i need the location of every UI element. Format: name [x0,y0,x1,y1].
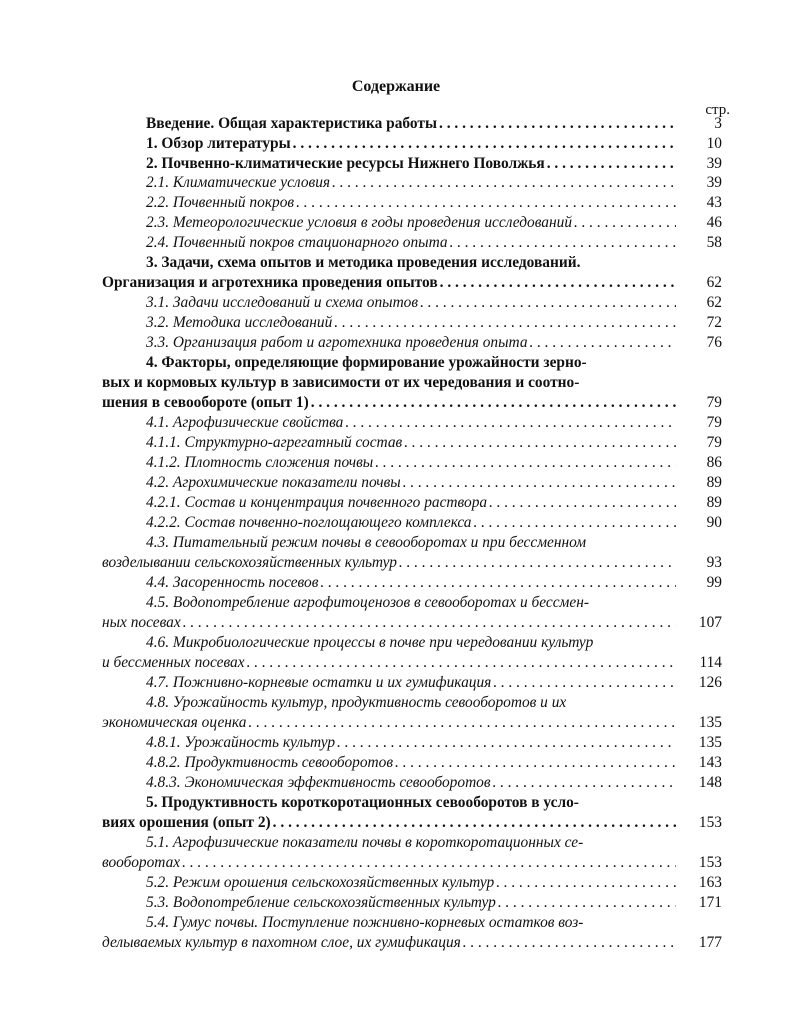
dot-leader [496,873,676,893]
toc-entry-title: возделывании сельскохозяйственных культур [102,554,397,571]
dot-leader [530,333,676,353]
toc-entry[interactable] [146,213,678,233]
toc-entry-title: 4.8.2. Продуктивность севооборотов [146,754,394,771]
toc-entry[interactable] [146,154,678,174]
toc-page-number: 86 [706,454,722,471]
toc-entry[interactable] [102,273,678,293]
toc-page-number: 89 [706,494,722,511]
dot-leader [574,213,676,233]
toc-entry-title: 3.1. Задачи исследований и схема опытов [146,294,419,311]
toc-entry-title: 2.3. Метеорологические условия в годы проведения исследований [146,214,573,231]
toc-entry-title: 2.4. Почвенный покров стационарного опыта [146,234,448,251]
toc-entry-title: 4.8.1. Урожайность культур [146,734,336,751]
toc-entry-line: 5. Продуктивность короткоротационных севооборотов в усло- [146,794,579,811]
dot-leader [345,413,676,433]
toc-entry-title: 3.2. Методика исследований [146,314,333,331]
toc-entry[interactable] [146,114,678,134]
toc-page-number: 148 [698,774,722,791]
dot-leader [493,773,676,793]
toc-page-number: 43 [706,194,722,211]
toc-page-number: 89 [706,474,722,491]
toc-page-number: 62 [706,274,722,291]
toc-entry[interactable] [146,573,678,593]
toc-entry-title: 5.2. Режим орошения сельскохозяйственных культур [146,874,495,891]
dot-leader [399,553,676,573]
dot-leader [489,493,676,513]
toc-entry-title: 4.8.3. Экономическая эффективность севооборотов [146,774,491,791]
toc-entry-line: 4.5. Водопотребление агрофитоценозов в севооборотах и бессмен- [146,594,589,611]
dot-leader [395,753,676,773]
toc-entry-title: Введение. Общая характеристика работы [146,115,437,132]
toc-entry-title: 4.1. Агрофизические свойства [146,414,344,431]
toc-page-number: 99 [706,574,722,591]
toc-page-number: 135 [698,714,722,731]
toc-entry-title: Организация и агротехника проведения опытов [102,274,438,291]
toc-page-number: 93 [706,554,722,571]
toc-entry-title: 4.4. Засоренность посевов [146,574,319,591]
dot-leader [248,713,676,733]
dot-leader [293,134,676,154]
toc-entry-title: 4.2.2. Состав почвенно-поглощающего комплекса [146,514,472,531]
toc-entry-line: 5.4. Гумус почвы. Поступление пожнивно-корневых остатков воз- [146,914,584,931]
dot-leader [420,293,676,313]
toc-page-number: 153 [698,814,722,831]
dot-leader [493,673,676,693]
toc-entry[interactable] [146,173,678,193]
dot-leader [183,613,676,633]
dot-leader [404,433,676,453]
toc-entry[interactable] [102,393,678,413]
toc-entry[interactable] [146,433,678,453]
page-column-header: стр. [705,102,730,118]
toc-page-number: 62 [706,294,722,311]
dot-leader [311,393,676,413]
toc-page-number: 126 [698,674,722,691]
toc-entry[interactable] [102,613,678,633]
toc-entry-title: 1. Обзор литературы [146,135,291,152]
toc-entry[interactable] [102,813,678,833]
toc-entry[interactable] [102,933,678,953]
toc-entry-title: 5.3. Водопотребление сельскохозяйственных культур [146,894,496,911]
toc-entry-title: виях орошения (опыт 2) [102,814,271,831]
dot-leader [375,453,676,473]
toc-page-number: 79 [706,394,722,411]
toc-entry[interactable] [146,233,678,253]
toc-page-number: 107 [698,614,722,631]
toc-entry-line: 5.1. Агрофизические показатели почвы в короткоротационных се- [146,834,584,851]
toc-entry-title: шения в севообороте (опыт 1) [102,394,309,411]
toc-entry-title: ных посевах [102,614,181,631]
toc-page-number: 3 [714,115,722,132]
toc-entry-title: 2. Почвенно-климатические ресурсы Нижнего Поволжья [146,155,545,172]
toc-page-number: 72 [706,314,722,331]
toc-entry[interactable] [146,733,678,753]
toc-entry[interactable] [146,134,678,154]
dot-leader [273,813,676,833]
toc-entry[interactable] [146,473,678,493]
toc-entry[interactable] [146,753,678,773]
dot-leader [337,733,676,753]
dot-leader [182,853,676,873]
toc-entry[interactable] [146,513,678,533]
toc-entry-title: делываемых культур в пахотном слое, их гумификация [102,934,461,951]
toc-entry[interactable] [102,653,678,673]
dot-leader [320,573,676,593]
toc-entry-title: 4.1.2. Плотность сложения почвы [146,454,374,471]
toc-page-number: 39 [706,155,722,172]
toc-entry[interactable] [146,333,678,353]
toc-entry[interactable] [146,493,678,513]
dot-leader [463,933,676,953]
toc-entry-title: 3.3. Организация работ и агротехника проведения опыта [146,334,528,351]
toc-entry-title: 4.2.1. Состав и концентрация почвенного раствора [146,494,488,511]
toc-entry-title: экономическая оценка [102,714,247,731]
dot-leader [403,473,676,493]
toc-page-number: 76 [706,334,722,351]
toc-page-number: 143 [698,754,722,771]
dot-leader [450,233,676,253]
toc-page-number: 79 [706,434,722,451]
dot-leader [439,114,676,134]
toc-entry-line: 4. Факторы, определяющие формирование урожайности зерно- [146,354,587,371]
toc-page-number: 39 [706,174,722,191]
toc-entry[interactable] [146,673,678,693]
toc-entry-title: 4.2. Агрохимические показатели почвы [146,474,401,491]
toc-entry[interactable] [146,313,678,333]
toc-page-number: 58 [706,234,722,251]
toc-entry[interactable] [102,713,678,733]
toc-entry-title: вооборотах [102,854,181,871]
dot-leader [547,154,676,174]
toc-entry-title: 2.2. Почвенный покров [146,194,295,211]
toc-entry[interactable] [146,293,678,313]
dot-leader [247,653,676,673]
toc-page-number: 171 [698,894,722,911]
toc-page-number: 177 [698,934,722,951]
toc-entry[interactable] [146,873,678,893]
toc-entry-line: вых и кормовых культур в зависимости от их чередования и соотно- [102,374,580,391]
toc-entry-title: 4.7. Пожнивно-корневые остатки и их гумификация [146,674,492,691]
toc-entry[interactable] [146,193,678,213]
toc-page-number: 163 [698,874,722,891]
toc-page-number: 46 [706,214,722,231]
toc-page-number: 90 [706,514,722,531]
toc-entry[interactable] [146,413,678,433]
toc-page-number: 114 [699,654,722,671]
toc-entry[interactable] [146,453,678,473]
dot-leader [440,273,676,293]
toc-entry-title: и бессменных посевах [102,654,245,671]
toc-entry-line: 3. Задачи, схема опытов и методика проведения исследований. [146,254,581,271]
toc-page-number: 135 [698,734,722,751]
page-title: Содержание [351,78,441,95]
toc-entry[interactable] [146,893,678,913]
dot-leader [296,193,676,213]
toc-entry-title: 4.1.1. Структурно-агрегатный состав [146,434,403,451]
toc-entry-line: 4.8. Урожайность культур, продуктивность севооборотов и их [146,694,567,711]
toc-page-number: 10 [706,135,722,152]
dot-leader [473,513,676,533]
toc-page-number: 79 [706,414,722,431]
toc-entry[interactable] [102,853,678,873]
dot-leader [498,893,676,913]
toc-entry[interactable] [146,773,678,793]
toc-entry-line: 4.3. Питательный режим почвы в севооборотах и при бессменном [146,534,587,551]
dot-leader [334,313,676,333]
toc-page-number: 153 [698,854,722,871]
dot-leader [332,173,676,193]
toc-entry-line: 4.6. Микробиологические процессы в почве при чередовании культур [146,634,594,651]
toc-entry[interactable] [102,553,678,573]
toc-entry-title: 2.1. Климатические условия [146,174,331,191]
